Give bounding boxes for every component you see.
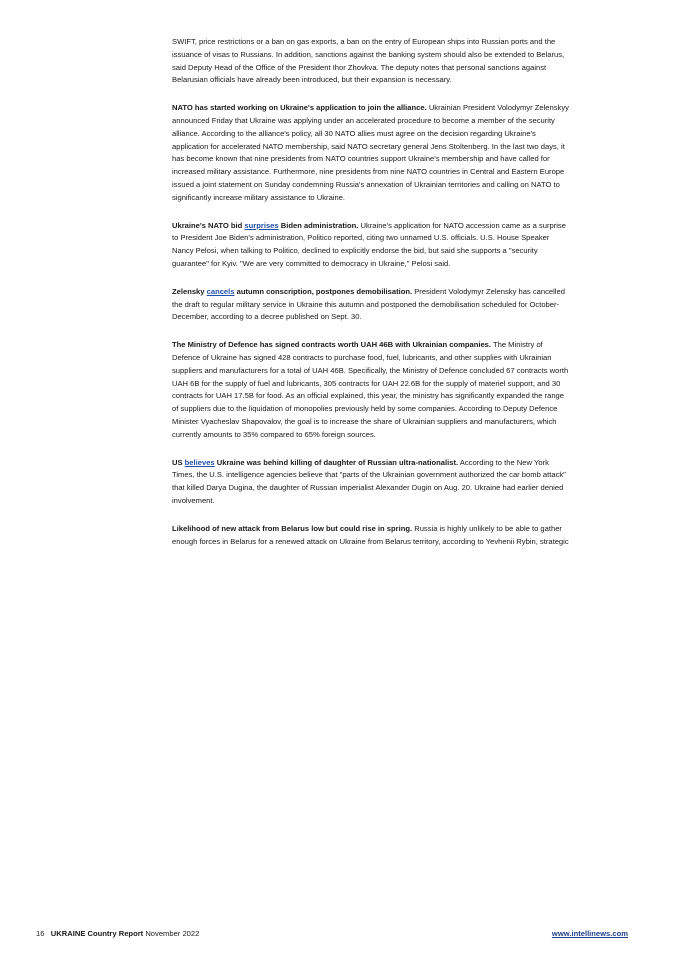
paragraph-heading-start: Zelensky xyxy=(172,286,207,296)
paragraph-heading: NATO has started working on Ukraine's application to join the alliance. xyxy=(172,103,427,113)
footer-info xyxy=(36,928,199,940)
paragraph-biden xyxy=(172,220,572,271)
paragraph-heading-start: Ukraine's NATO bid xyxy=(172,220,245,230)
paragraph-heading-end: Biden administration. xyxy=(278,220,359,230)
paragraph-text: President Volodymyr Zelensky has cancelled the draft to regular military service in Ukraine this autumn and postponed the demobilisation scheduled for October-December, according to a decree published on Sept. 30. xyxy=(172,286,565,322)
article-body xyxy=(172,36,572,563)
surprises-link[interactable]: surprises xyxy=(244,220,279,230)
paragraph-defence-contracts xyxy=(172,339,572,441)
paragraph-dugina xyxy=(172,457,572,508)
paragraph-text: Russia is highly unlikely to be able to gather enough forces in Belarus for a renewed attack on Ukraine from Belarus territory, according to Yevhenii Rybin, strategic xyxy=(172,523,569,546)
report-date: November 2022 xyxy=(145,929,200,938)
believes-link[interactable]: believes xyxy=(184,457,215,467)
paragraph-heading-end: Ukraine was behind killing of daughter of Russian ultra-nationalist. xyxy=(214,457,459,467)
paragraph-belarus xyxy=(172,523,572,549)
paragraph-nato-application xyxy=(172,102,572,204)
paragraph-text: Ukraine's application for NATO accession came as a surprise to President Joe Biden's administration, Politico reported, citing two unnamed U.S. officials. U.S. House Speaker Nancy Pelosi, when talking to Politico, declined to explicitly endorse the bid, but said she supports a "security guarantee" for Kyiv. "We are very committed to democracy in Ukraine," Pelosi said. xyxy=(172,220,566,268)
paragraph-text: SWIFT, price restrictions or a ban on gas exports, a ban on the entry of European ships into Russian ports and the issuance of visas to Russians. In addition, sanctions against the banking system should also be extended to Belarus, said Deputy Head of the Office of the President Ihor Zhovkva. The deputy notes that personal sanctions against Belarusian officials have already been introduced, but their expansion is necessary. xyxy=(172,37,565,85)
paragraph-text: Ukrainian President Volodymyr Zelenskyy announced Friday that Ukraine was applying under an accelerated procedure to become a member of the security alliance. According to the alliance's policy, all 30 NATO allies must agree on the decision regarding Ukraine's application for accelerated NATO membership, said NATO secretary general Jens Stoltenberg. In the last two days, it has become known that nine presidents from NATO countries support Ukraine's membership and have called for increased military assistance. Furthermore, nine presidents from nine NATO countries in Central and Eastern Europe issued a joint statement on Sunday condemning Russia's annexation of Ukrainian territories and calling on NATO to significantly increase military assistance to Ukraine. xyxy=(172,103,569,202)
paragraph-text: The Ministry of Defence of Ukraine has signed 428 contracts to purchase food, fuel, lubricants, and other supplies with Ukrainian suppliers and manufacturers for a total of UAH 46B. Specifically, the Ministry of Defence concluded 67 contracts worth UAH 6B for the supply of fuel and lubricants, 305 contracts for UAH 22.6B for the supply of materiel support, and 30 contracts for UAH 17.5B for food. As an official explained, this year, the ministry has significantly expanded the range of suppliers due to the liquidation of monopolies previously held by some companies. According to Deputy Defence Minister Vyacheslav Shapovalov, the goal is to increase the share of Ukrainian suppliers and manufacturers, which currently amounts to 35% compared to 65% foreign sources. xyxy=(172,340,569,439)
paragraph-heading-end: autumn conscription, postpones demobilisation. xyxy=(234,286,413,296)
paragraph-sanctions xyxy=(172,36,572,87)
page-footer xyxy=(36,928,628,940)
website-link[interactable]: www.intellinews.com xyxy=(551,929,628,938)
paragraph-heading: The Ministry of Defence has signed contracts worth UAH 46B with Ukrainian companies. xyxy=(172,340,492,350)
report-title: UKRAINE Country Report xyxy=(50,929,144,938)
paragraph-heading-start: US xyxy=(172,457,185,467)
page-number: 16 xyxy=(36,929,45,938)
cancels-link[interactable]: cancels xyxy=(206,286,235,296)
paragraph-conscription xyxy=(172,286,572,324)
paragraph-heading: Likelihood of new attack from Belarus low but could rise in spring. xyxy=(172,523,413,533)
paragraph-text: According to the New York Times, the U.S. intelligence agencies believe that "parts of the Ukrainian government authorized the car bomb attack" that killed Darya Dugina, the daughter of Russian imperialist Alexander Dugin on Aug. 20. Ukraine had earlier denied involvement. xyxy=(172,457,566,505)
